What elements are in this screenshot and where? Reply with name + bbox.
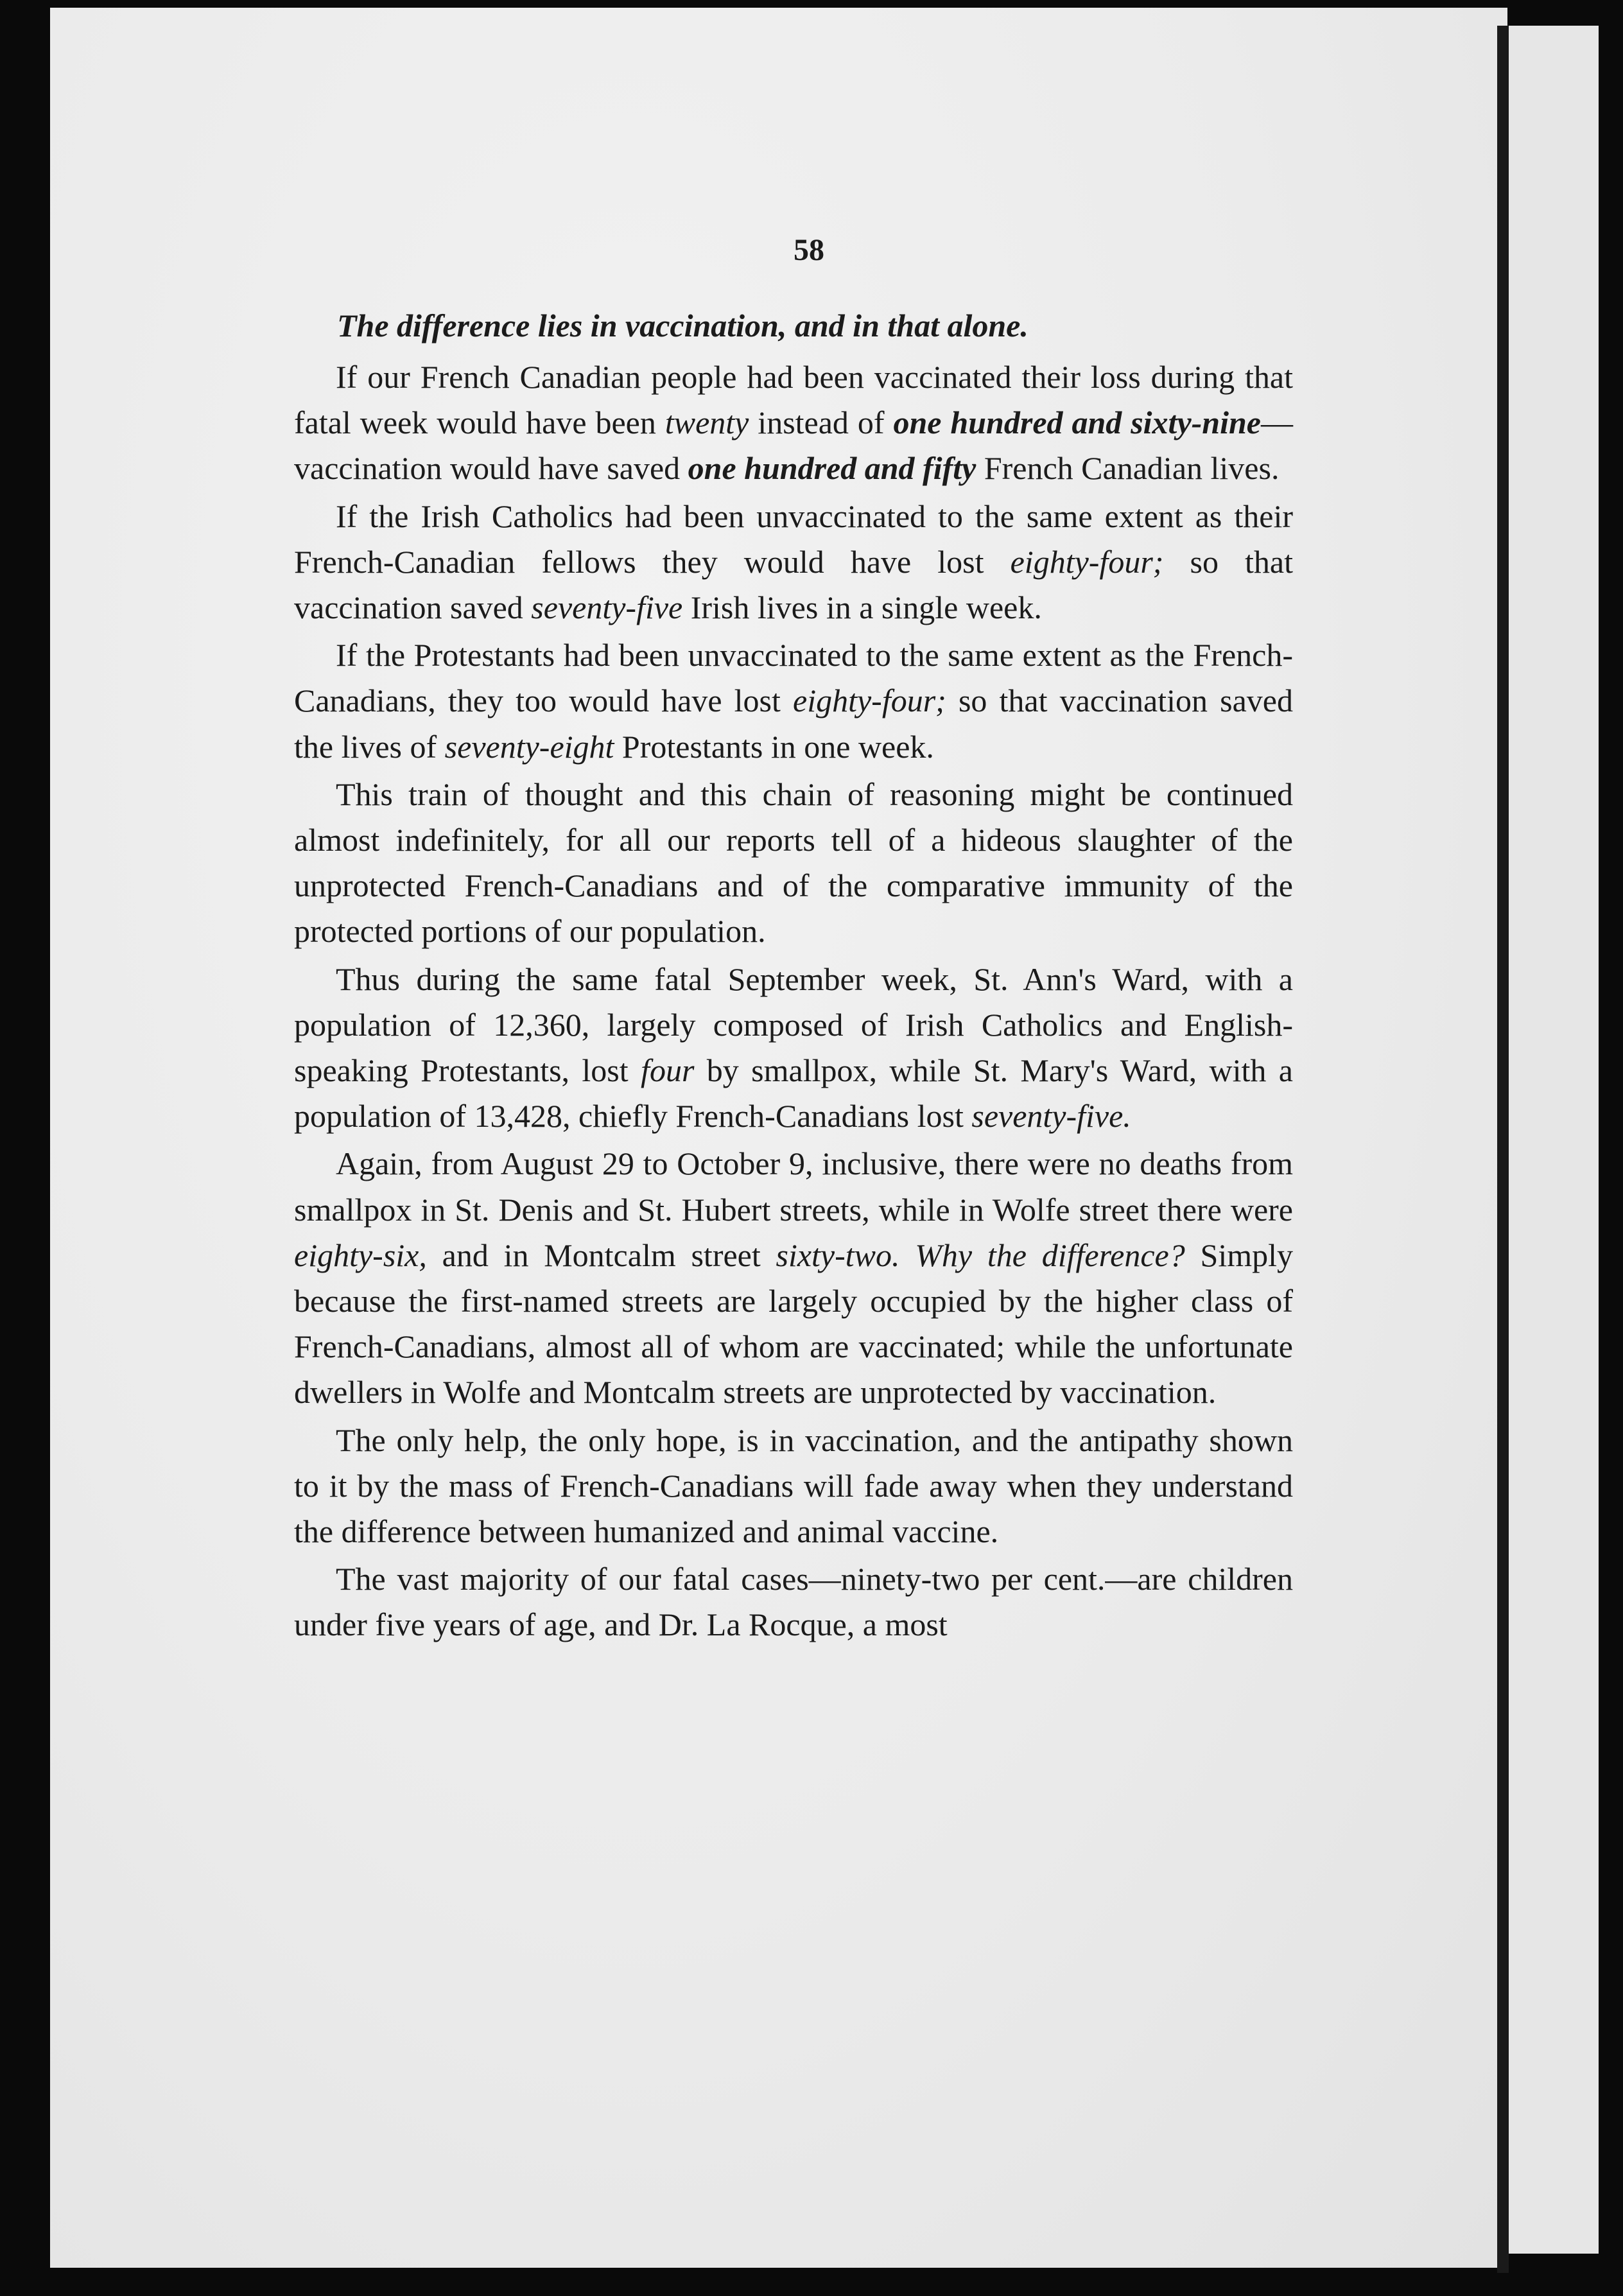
text-run [900,1237,916,1273]
emphasis-run: one hundred and fifty [688,450,976,487]
text-run: If the Irish Catholics had been unvaccinated to the same extent as their French-Canadian fellows they would have lost [294,498,1293,580]
text-run: If our French Canadian people had been vaccinated their loss during that fatal week would have been [294,359,1293,441]
text-run: Again, from August 29 to October 9, inclusive, there were no deaths from smallpox in St. Denis and St. Hubert streets, while in Wolfe street there were [294,1145,1293,1228]
paragraph [294,772,1293,955]
text-run: —vaccination would have saved [294,404,1293,487]
emphasis-run: eighty-four; [793,683,946,719]
adjacent-page-edge [1509,26,1599,2254]
emphasis-run: seventy-eight [444,728,614,765]
text-run: instead of [749,404,894,441]
paragraph [294,632,1293,770]
emphasis-run: one hundred and sixty-nine [893,404,1261,441]
paragraph [294,1556,1293,1648]
text-run: by smallpox, while St. Mary's Ward, with a population of 13,428, chiefly French-Canadians lost [294,1052,1293,1135]
text-run: The vast majority of our fatal cases—ninety-two per cent.—are children under five years of age, and Dr. La Rocque, a most [294,1561,1293,1643]
emphasis-run: Why the difference? [915,1237,1185,1273]
text-run: This train of thought and this chain of reasoning might be continued almost indefinitely, for all our reports tell of a hideous slaughter of the unprotected French-Canadians and of the comparative immunity of the protected portions of our population. [294,776,1293,950]
emphasis-run: seventy-five [531,589,683,626]
text-run: Irish lives in a single week. [682,589,1042,626]
paragraph [294,1418,1293,1555]
text-run: French Canadian lives. [976,450,1280,487]
text-run: Protestants in one week. [614,728,934,765]
text-run: If the Protestants had been unvaccinated to the same extent as the French-Canadians, they too would have lost [294,637,1293,719]
text-run: Simply because the first-named streets are largely occupied by the higher class of French-Canadians, almost all of whom are vaccinated; while the unfortunate dwellers in Wolfe and Montcalm streets are unprotected by vaccination. [294,1237,1293,1411]
text-run: Thus during the same fatal September week, St. Ann's Ward, with a population of 12,360, largely composed of Irish Catholics and English-speaking Protestants, lost [294,961,1293,1089]
emphasis-run: eighty-six, [294,1237,427,1273]
section-heading: The difference lies in vaccination, and in that alone. [337,308,1028,344]
body-text [294,354,1293,1650]
emphasis-run: eighty-four; [1010,543,1164,580]
paragraph [294,957,1293,1140]
emphasis-run: twenty [664,404,749,441]
text-run: so that vaccination saved the lives of [294,683,1293,765]
page-number: 58 [794,233,824,267]
emphasis-run: seventy-five. [971,1098,1131,1135]
paragraph [294,1141,1293,1415]
emphasis-run: sixty-two. [776,1237,900,1273]
text-run: The only help, the only hope, is in vaccination, and the antipathy shown to it by the mass of French-Canadians will fade away when they understand the difference between humanized and animal vaccine. [294,1422,1293,1550]
paragraph [294,354,1293,492]
text-run: and in Montcalm street [426,1237,776,1273]
page-fold-shadow [1497,26,1509,2273]
text-run: so that vaccination saved [294,543,1293,626]
emphasis-run: four [641,1052,695,1089]
paragraph [294,494,1293,631]
